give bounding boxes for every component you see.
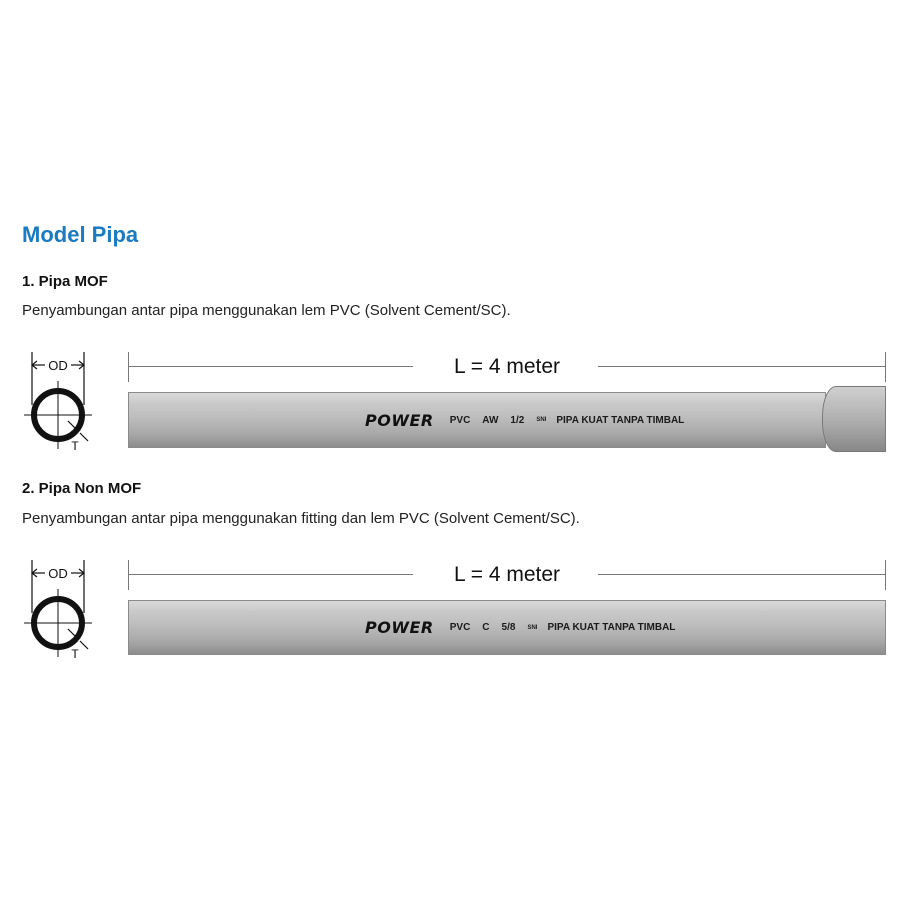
pipe-print-mof xyxy=(365,393,684,447)
cross-section-diagram-non-mof xyxy=(18,558,98,658)
pipe-print-text: PIPA KUAT TANPA TIMBAL xyxy=(556,414,685,426)
length-label: L = 4 meter xyxy=(453,355,561,378)
pipe-size: 5/8 xyxy=(501,622,516,633)
pipe-material: PVC xyxy=(449,414,471,426)
pipe-body-mof xyxy=(128,392,826,448)
length-dimension-mof xyxy=(128,352,886,382)
t-label: T xyxy=(71,647,79,658)
section-heading-mof: 1. Pipa MOF xyxy=(22,273,108,290)
page-title: Model Pipa xyxy=(22,222,139,247)
section-description-non-mof: Penyambungan antar pipa menggunakan fitting dan lem PVC (Solvent Cement/SC). xyxy=(22,510,580,527)
sni-mark: SNI xyxy=(527,624,538,631)
section-heading-non-mof: 2. Pipa Non MOF xyxy=(22,480,142,497)
pipe-socket-end xyxy=(822,386,886,452)
od-label: OD xyxy=(48,566,68,581)
od-label: OD xyxy=(48,358,68,373)
sni-mark: SNI xyxy=(536,417,547,423)
brand-logo: POWER xyxy=(365,618,434,637)
pipe-print-text: PIPA KUAT TANPA TIMBAL xyxy=(547,622,676,633)
pipe-class: C xyxy=(482,622,490,633)
length-dimension-non-mof xyxy=(128,560,886,590)
t-arrow-out xyxy=(80,641,88,649)
section-description-mof: Penyambungan antar pipa menggunakan lem PVC (Solvent Cement/SC). xyxy=(22,302,511,319)
pipe-material: PVC xyxy=(449,622,471,633)
t-label: T xyxy=(71,439,79,450)
pipe-size: 1/2 xyxy=(510,414,525,426)
length-label: L = 4 meter xyxy=(453,563,561,586)
pipe-body-non-mof xyxy=(128,600,886,655)
brand-logo: POWER xyxy=(365,410,434,430)
pipe-print-non-mof xyxy=(365,601,675,654)
cross-section-diagram-mof xyxy=(18,350,98,450)
pipe-class: AW xyxy=(482,414,499,426)
t-arrow-out xyxy=(80,433,88,441)
